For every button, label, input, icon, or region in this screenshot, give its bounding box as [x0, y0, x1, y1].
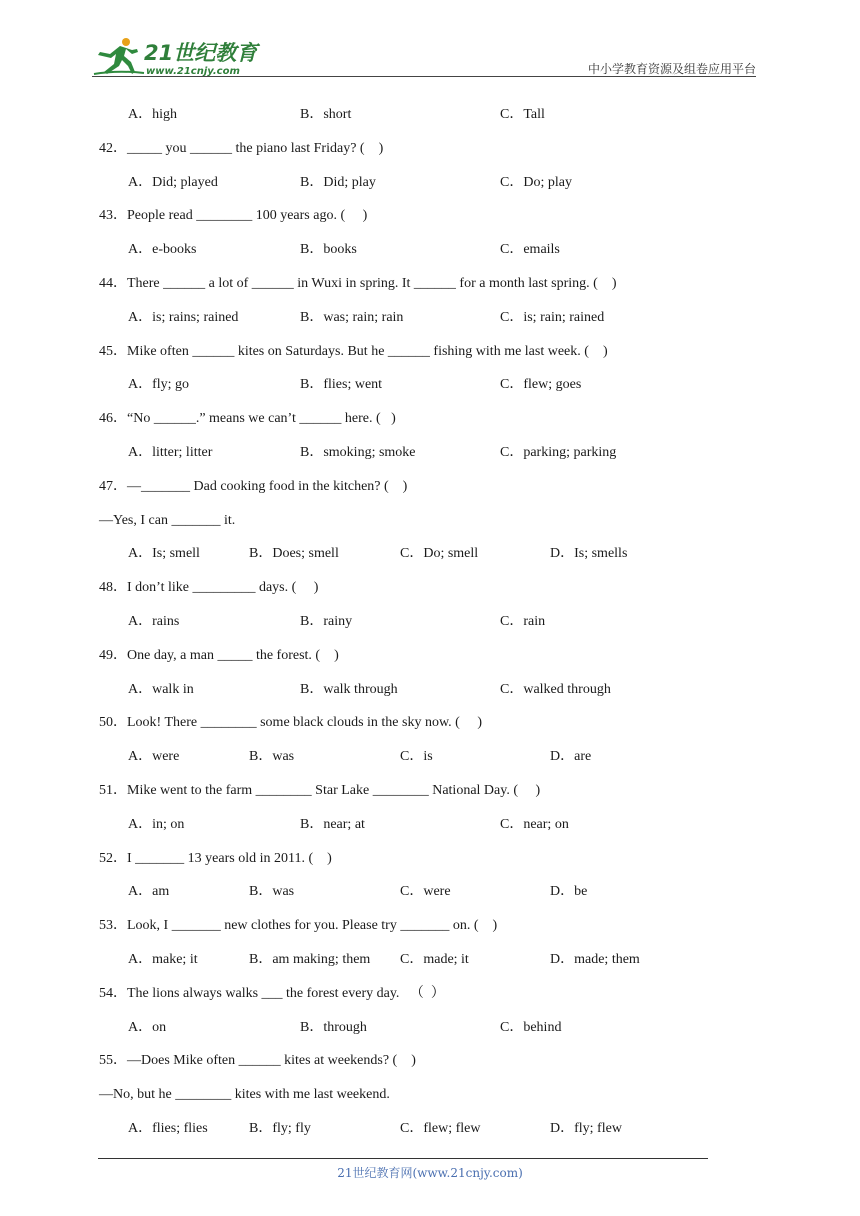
answer-option: C．walked through [500, 681, 611, 697]
answer-option: C．Tall [500, 107, 545, 122]
answer-option: C．parking; parking [500, 445, 617, 460]
question-stem: 51．Mike went to the farm ________ Star Lake ________ National Day. ( ) [99, 783, 541, 798]
answer-option: B．near; at [300, 816, 365, 832]
answer-option: A．litter; litter [128, 445, 213, 460]
question-stem: 54．The lions always walks ___ the forest every day. （ ） [99, 985, 445, 1001]
answer-option: B．fly; fly [249, 1121, 311, 1136]
question-stem: 50．Look! There ________ some black clouds in the sky now. ( ) [99, 715, 482, 731]
question-stem: 49．One day, a man _____ the forest. ( ) [99, 647, 339, 663]
answer-option: B．Does; smell [249, 546, 339, 562]
answer-option: A．make; it [128, 952, 198, 967]
answer-option: D．are [550, 749, 592, 765]
answer-option: B．was; rain; rain [300, 309, 404, 325]
answer-option: C．behind [500, 1019, 562, 1035]
logo-url: www.21cnjy.com [146, 66, 240, 77]
answer-option: A．high [128, 107, 177, 122]
answer-option: B．smoking; smoke [300, 445, 416, 460]
answer-option: B．walk through [300, 681, 398, 697]
answer-option: A．rains [128, 614, 180, 629]
answer-option: A．walk in [128, 681, 194, 697]
answer-option: A．e-books [128, 242, 197, 258]
answer-option: C．is; rain; rained [500, 309, 605, 325]
question-response-line: —No, but he ________ kites with me last weekend. [99, 1087, 390, 1103]
footer-link[interactable]: 21世纪教育网(www.21cnjy.com) [337, 1166, 523, 1180]
footer-divider [98, 1158, 708, 1159]
answer-option: C．emails [500, 242, 560, 258]
question-stem: 53．Look, I _______ new clothes for you. Please try _______ on. ( ) [99, 918, 498, 934]
question-stem: 43．People read ________ 100 years ago. ( ) [99, 208, 368, 224]
answer-option: C．near; on [500, 816, 569, 832]
answer-option: B．short [300, 107, 352, 122]
answer-option: A．fly; go [128, 377, 190, 393]
question-stem: 45．Mike often ______ kites on Saturdays. But he ______ fishing with me last week. ( ) [99, 343, 608, 359]
answer-option: C．is [400, 749, 433, 765]
answer-option: C．flew; flew [400, 1121, 481, 1136]
answer-option: D．fly; flew [550, 1121, 622, 1136]
question-stem: 42．_____ you ______ the piano last Friday? ( ) [99, 140, 384, 156]
question-response-line: —Yes, I can _______ it. [99, 512, 236, 528]
platform-name: 中小学教育资源及组卷应用平台 [587, 62, 756, 76]
question-stem: 55．—Does Mike often ______ kites at weekends? ( ) [99, 1053, 416, 1069]
answer-option: C．flew; goes [500, 377, 582, 393]
answer-option: B．Did; play [300, 174, 376, 190]
answer-option: A．is; rains; rained [128, 309, 239, 325]
answer-option: B．flies; went [300, 377, 383, 393]
answer-option: A．Is; smell [128, 546, 200, 562]
answer-option: A．flies; flies [128, 1121, 208, 1136]
answer-option: C．Do; play [500, 174, 572, 190]
answer-option: D．be [550, 884, 588, 900]
answer-option: A．am [128, 884, 170, 900]
question-stem: 47．—_______ Dad cooking food in the kitchen? ( ) [99, 478, 408, 494]
answer-option: C．Do; smell [400, 546, 479, 562]
answer-option: A．Did; played [128, 174, 218, 190]
answer-option: D．made; them [550, 952, 640, 967]
answer-option: B．was [249, 749, 295, 765]
answer-option: C．were [400, 884, 451, 900]
answer-option: A．were [128, 749, 180, 765]
answer-option: A．in; on [128, 816, 185, 832]
answer-option: B．rainy [300, 614, 353, 629]
answer-option: A．on [128, 1019, 167, 1035]
answer-option: B．was [249, 884, 295, 900]
answer-option: D．Is; smells [550, 546, 628, 562]
question-stem: 52．I _______ 13 years old in 2011. ( ) [99, 850, 332, 866]
answer-option: C．made; it [400, 952, 469, 967]
answer-option: C．rain [500, 614, 546, 629]
question-stem: 48．I don’t like _________ days. ( ) [99, 580, 319, 596]
question-stem: 46．“No ______.” means we can’t ______ here. ( ) [99, 411, 396, 427]
answer-option: B．through [300, 1019, 367, 1035]
answer-option: B．books [300, 242, 357, 258]
question-stem: 44．There ______ a lot of ______ in Wuxi in spring. It ______ for a month last spring. ( ) [99, 276, 617, 291]
logo-text: 21世纪教育 [144, 41, 258, 65]
answer-option: B．am making; them [249, 952, 371, 967]
